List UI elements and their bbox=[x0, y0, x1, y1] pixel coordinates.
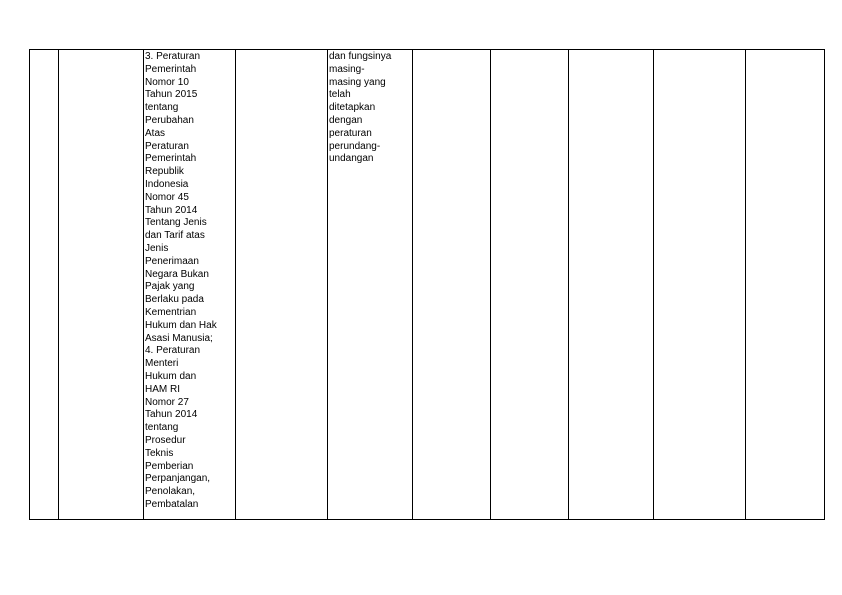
text-line: Hukum dan Hak bbox=[145, 319, 217, 331]
text-line: Nomor 27 bbox=[145, 396, 189, 408]
table-row bbox=[30, 50, 825, 520]
text-line: masing yang bbox=[329, 76, 386, 88]
text-line: peraturan bbox=[329, 127, 372, 139]
table-cell-col7 bbox=[491, 50, 569, 520]
legal-basis-text bbox=[144, 50, 235, 512]
table-cell-col10 bbox=[746, 50, 825, 520]
text-line: Pemerintah bbox=[145, 153, 197, 165]
text-line: Perubahan bbox=[145, 114, 194, 126]
text-line: undangan bbox=[329, 153, 374, 165]
text-line: Negara Bukan bbox=[145, 268, 209, 280]
text-line: Republik bbox=[145, 166, 184, 178]
text-line: 4. Peraturan bbox=[145, 345, 201, 357]
text-line: telah bbox=[329, 89, 351, 101]
text-line: Pemberian bbox=[145, 460, 194, 472]
text-line: perundang- bbox=[329, 140, 381, 152]
text-line: Hukum dan bbox=[145, 370, 197, 382]
text-line: Tahun 2014 bbox=[145, 409, 198, 421]
text-line: Menteri bbox=[145, 358, 179, 370]
function-text bbox=[328, 50, 412, 166]
text-line: Perpanjangan, bbox=[145, 473, 211, 485]
text-line: Penolakan, bbox=[145, 486, 196, 498]
text-line: HAM RI bbox=[145, 383, 180, 395]
text-line: Tahun 2015 bbox=[145, 89, 198, 101]
document-table bbox=[29, 49, 825, 520]
text-line: masing- bbox=[329, 63, 365, 75]
table-cell-col6 bbox=[413, 50, 491, 520]
text-line: Berlaku pada bbox=[145, 294, 204, 306]
table-cell-col5 bbox=[328, 50, 413, 520]
text-line: Teknis bbox=[145, 447, 174, 459]
table-cell-col9 bbox=[654, 50, 746, 520]
text-line: 3. Peraturan bbox=[145, 51, 201, 62]
text-line: Tahun 2014 bbox=[145, 204, 198, 216]
text-line: dan fungsinya bbox=[329, 51, 392, 62]
text-line: Pemerintah bbox=[145, 63, 197, 75]
text-line: Asasi Manusia; bbox=[145, 332, 213, 344]
text-line: dan Tarif atas bbox=[145, 230, 205, 242]
text-line: Jenis bbox=[145, 242, 169, 254]
text-line: Penerimaan bbox=[145, 255, 199, 267]
table-cell-col2 bbox=[59, 50, 144, 520]
text-line: Indonesia bbox=[145, 178, 189, 190]
text-line: ditetapkan bbox=[329, 102, 376, 114]
text-line: Nomor 10 bbox=[145, 76, 189, 88]
text-line: Atas bbox=[145, 127, 166, 139]
text-line: Prosedur bbox=[145, 434, 186, 446]
table-cell-col8 bbox=[569, 50, 654, 520]
text-line: dengan bbox=[329, 114, 363, 126]
text-line: tentang bbox=[145, 102, 179, 114]
text-line: Nomor 45 bbox=[145, 191, 189, 203]
table-cell-col3 bbox=[144, 50, 236, 520]
text-line: Pajak yang bbox=[145, 281, 195, 293]
text-line: Pembatalan bbox=[145, 498, 199, 510]
text-line: Peraturan bbox=[145, 140, 189, 152]
table-cell-col4 bbox=[236, 50, 328, 520]
text-line: Tentang Jenis bbox=[145, 217, 207, 229]
text-line: tentang bbox=[145, 422, 179, 434]
text-line: Kementrian bbox=[145, 306, 197, 318]
table-cell-col1 bbox=[30, 50, 59, 520]
